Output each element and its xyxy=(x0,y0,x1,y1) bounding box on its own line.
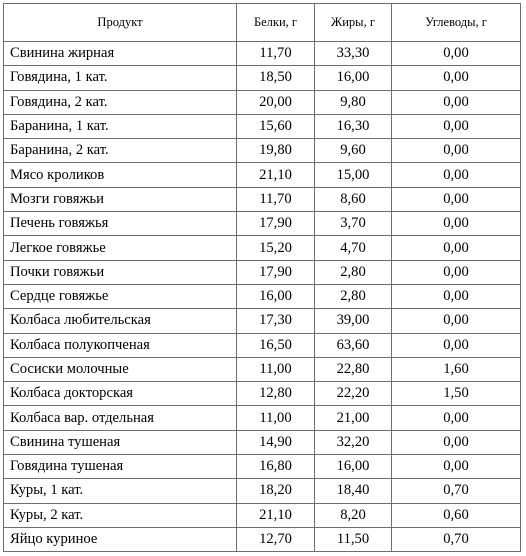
cell-product: Яйцо куриное xyxy=(4,527,237,551)
header-product: Продукт xyxy=(4,4,237,42)
cell-fat: 9,60 xyxy=(315,139,392,163)
table-row xyxy=(4,139,521,163)
cell-protein: 20,00 xyxy=(237,90,315,114)
cell-fat: 2,80 xyxy=(315,260,392,284)
cell-carbs: 0,00 xyxy=(392,212,521,236)
cell-carbs: 0,70 xyxy=(392,479,521,503)
table-row xyxy=(4,163,521,187)
table-row xyxy=(4,406,521,430)
cell-product: Баранина, 2 кат. xyxy=(4,139,237,163)
cell-carbs: 0,00 xyxy=(392,430,521,454)
cell-product: Колбаса любительская xyxy=(4,309,237,333)
table-row xyxy=(4,382,521,406)
cell-protein: 21,10 xyxy=(237,503,315,527)
table-row xyxy=(4,455,521,479)
cell-product: Свинина жирная xyxy=(4,42,237,66)
cell-protein: 17,30 xyxy=(237,309,315,333)
cell-carbs: 0,00 xyxy=(392,114,521,138)
cell-fat: 11,50 xyxy=(315,527,392,551)
cell-protein: 11,70 xyxy=(237,187,315,211)
cell-protein: 11,00 xyxy=(237,406,315,430)
header-carbs: Углеводы, г xyxy=(392,4,521,42)
cell-carbs: 0,00 xyxy=(392,406,521,430)
cell-fat: 63,60 xyxy=(315,333,392,357)
cell-protein: 16,80 xyxy=(237,455,315,479)
header-fat: Жиры, г xyxy=(315,4,392,42)
cell-protein: 19,80 xyxy=(237,139,315,163)
cell-protein: 17,90 xyxy=(237,212,315,236)
table-row xyxy=(4,284,521,308)
cell-fat: 33,30 xyxy=(315,42,392,66)
cell-protein: 12,80 xyxy=(237,382,315,406)
cell-fat: 32,20 xyxy=(315,430,392,454)
cell-carbs: 0,00 xyxy=(392,66,521,90)
cell-fat: 15,00 xyxy=(315,163,392,187)
table-row xyxy=(4,42,521,66)
cell-protein: 14,90 xyxy=(237,430,315,454)
cell-fat: 4,70 xyxy=(315,236,392,260)
cell-fat: 2,80 xyxy=(315,284,392,308)
table-row xyxy=(4,309,521,333)
cell-fat: 18,40 xyxy=(315,479,392,503)
cell-product: Колбаса вар. отдельная xyxy=(4,406,237,430)
cell-product: Говядина, 1 кат. xyxy=(4,66,237,90)
table-row xyxy=(4,333,521,357)
cell-carbs: 0,00 xyxy=(392,309,521,333)
cell-protein: 12,70 xyxy=(237,527,315,551)
cell-fat: 21,00 xyxy=(315,406,392,430)
cell-product: Куры, 2 кат. xyxy=(4,503,237,527)
table-row xyxy=(4,236,521,260)
cell-carbs: 0,00 xyxy=(392,284,521,308)
cell-protein: 18,50 xyxy=(237,66,315,90)
cell-carbs: 0,60 xyxy=(392,503,521,527)
cell-carbs: 0,00 xyxy=(392,139,521,163)
cell-carbs: 0,00 xyxy=(392,260,521,284)
cell-carbs: 0,00 xyxy=(392,333,521,357)
cell-carbs: 0,00 xyxy=(392,187,521,211)
cell-carbs: 0,00 xyxy=(392,236,521,260)
table-row xyxy=(4,503,521,527)
cell-fat: 3,70 xyxy=(315,212,392,236)
cell-product: Сердце говяжье xyxy=(4,284,237,308)
table-row xyxy=(4,90,521,114)
cell-product: Баранина, 1 кат. xyxy=(4,114,237,138)
cell-fat: 8,20 xyxy=(315,503,392,527)
cell-product: Говядина, 2 кат. xyxy=(4,90,237,114)
table-row xyxy=(4,260,521,284)
cell-product: Мозги говяжьи xyxy=(4,187,237,211)
cell-product: Печень говяжья xyxy=(4,212,237,236)
cell-protein: 21,10 xyxy=(237,163,315,187)
header-row xyxy=(4,4,521,42)
cell-carbs: 0,00 xyxy=(392,90,521,114)
cell-protein: 11,00 xyxy=(237,357,315,381)
cell-fat: 22,80 xyxy=(315,357,392,381)
table-row xyxy=(4,430,521,454)
cell-product: Куры, 1 кат. xyxy=(4,479,237,503)
cell-product: Свинина тушеная xyxy=(4,430,237,454)
nutrition-table xyxy=(3,3,521,552)
table-row xyxy=(4,357,521,381)
cell-fat: 8,60 xyxy=(315,187,392,211)
cell-fat: 9,80 xyxy=(315,90,392,114)
cell-product: Колбаса полукопченая xyxy=(4,333,237,357)
cell-fat: 22,20 xyxy=(315,382,392,406)
cell-protein: 15,60 xyxy=(237,114,315,138)
cell-fat: 39,00 xyxy=(315,309,392,333)
cell-carbs: 0,00 xyxy=(392,42,521,66)
cell-protein: 16,00 xyxy=(237,284,315,308)
cell-carbs: 0,00 xyxy=(392,163,521,187)
table-row xyxy=(4,212,521,236)
cell-protein: 11,70 xyxy=(237,42,315,66)
cell-fat: 16,00 xyxy=(315,66,392,90)
cell-protein: 16,50 xyxy=(237,333,315,357)
cell-fat: 16,00 xyxy=(315,455,392,479)
cell-protein: 15,20 xyxy=(237,236,315,260)
cell-carbs: 1,50 xyxy=(392,382,521,406)
cell-product: Говядина тушеная xyxy=(4,455,237,479)
cell-carbs: 0,00 xyxy=(392,455,521,479)
table-body xyxy=(4,42,521,552)
cell-product: Почки говяжьи xyxy=(4,260,237,284)
cell-fat: 16,30 xyxy=(315,114,392,138)
cell-product: Колбаса докторская xyxy=(4,382,237,406)
cell-product: Мясо кроликов xyxy=(4,163,237,187)
table-row xyxy=(4,66,521,90)
cell-carbs: 0,70 xyxy=(392,527,521,551)
cell-protein: 18,20 xyxy=(237,479,315,503)
cell-product: Легкое говяжье xyxy=(4,236,237,260)
cell-carbs: 1,60 xyxy=(392,357,521,381)
header-protein: Белки, г xyxy=(237,4,315,42)
cell-product: Сосиски молочные xyxy=(4,357,237,381)
table-row xyxy=(4,479,521,503)
table-row xyxy=(4,527,521,551)
table-row xyxy=(4,187,521,211)
cell-protein: 17,90 xyxy=(237,260,315,284)
table-header xyxy=(4,4,521,42)
table-row xyxy=(4,114,521,138)
